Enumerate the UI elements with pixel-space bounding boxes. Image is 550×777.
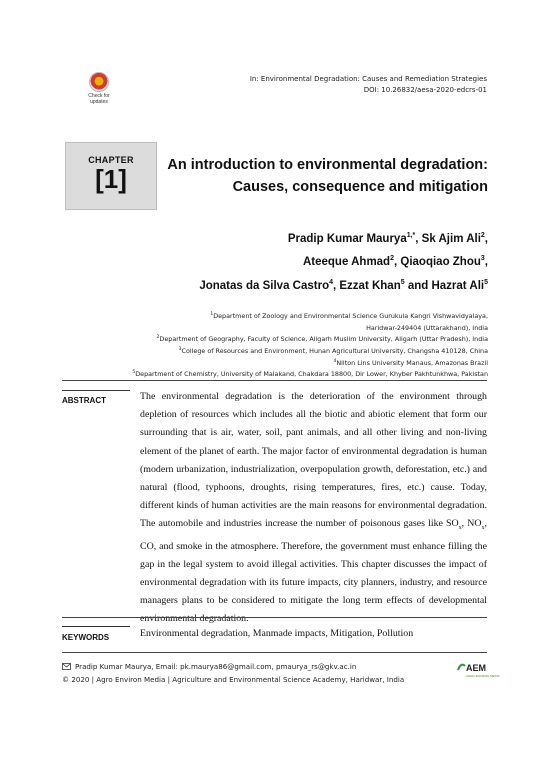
abstract-text: , CO, and smoke in the atmosphere. Therefore, the government must enhance filling the gap in the legal system to avoid illegal activities. This chapter discusses the impact of environmental degradation with its future impacts, city planners, industry, and resource managers plans to be considered to mitigate the long term effects of developmental environmental degradation. xyxy=(140,518,487,625)
affiliation-sup: 1 xyxy=(210,312,214,317)
subscript: x xyxy=(481,525,485,532)
title-line-1: An introduction to environmental degradation: xyxy=(167,157,488,173)
author-list xyxy=(199,226,488,296)
affiliation-text: Nilton Lins University Manaus, Amazonas Brazil xyxy=(336,358,488,367)
divider-bottom xyxy=(62,652,487,653)
header-info xyxy=(250,74,487,96)
email-line xyxy=(62,661,404,674)
affiliation-text: Department of Chemistry, University of Malakand, Chakdara 18800, Dir Lower, Khyber Pakhtunkhwa, Pakistan xyxy=(135,370,488,379)
affiliation xyxy=(132,368,488,380)
badge-label: Check for updates xyxy=(88,93,110,105)
affiliation-sup: 5 xyxy=(132,370,136,376)
author-name: , Ezzat Khan xyxy=(333,279,401,292)
affiliation xyxy=(132,333,488,345)
email-text[interactable]: Pradip Kumar Maurya, Email: pk.maurya86@gmail.com, pmaurya_rs@gkv.ac.in xyxy=(75,662,357,671)
chapter-label: CHAPTER xyxy=(88,155,134,165)
author-sup: 5 xyxy=(484,278,488,286)
authors-line-2 xyxy=(199,249,488,272)
abstract-text: The environmental degradation is the deterioration of the environment through depletion of resources which includes all the biotic and abiotic element that form our surrounding that is air, water, soil, pant animals, and all other living and non-living element of the planet of earth. The major factor of environmental degradation is human (modern urbanization, industrialization, overpopulation growth, deforestation, etc.) and natural (flood, typhoons, droughts, rising temperatures, fires, etc.) cause. Today, different kinds of human activities are the main reasons for environmental degradation. The automobile and industries increase the number of poisonous gases like SO xyxy=(140,391,487,530)
keywords-text: Environmental degradation, Manmade impacts, Mitigation, Pollution xyxy=(140,628,414,639)
affiliation-text: Haridwar-249404 (Uttarakhand), India xyxy=(366,323,488,332)
author-sep: , xyxy=(484,256,488,269)
aem-logo-text: AEM xyxy=(466,663,486,673)
affiliation-sup: 2 xyxy=(156,335,160,341)
affiliation-sup: 4 xyxy=(333,358,337,364)
affiliation xyxy=(132,357,488,369)
copyright-line: © 2020 | Agro Environ Media | Agriculture and Environmental Science Academy, Haridwar, India xyxy=(62,674,405,684)
authors-line-3 xyxy=(199,273,488,296)
author-name: and Hazrat Ali xyxy=(404,279,485,292)
chapter-title xyxy=(167,154,488,198)
author-name: , Qiaoqiao Zhou xyxy=(394,256,481,269)
affiliation-text: Department of Geography, Faculty of Science, Aligarh Muslim University, Aligarh (Uttar Pradesh), India xyxy=(159,335,488,344)
author-sup: 2 xyxy=(390,255,394,263)
author-sup: 1,* xyxy=(406,232,416,239)
affiliations xyxy=(132,310,488,380)
subscript: x xyxy=(458,525,462,532)
abstract-text: , NO xyxy=(461,518,482,530)
affiliation-text: Department of Zoology and Environmental Science Gurukula Kangri Vishwavidyalaya, xyxy=(213,312,488,321)
author-name: Jonatas da Silva Castro xyxy=(199,279,330,292)
check-updates-icon xyxy=(89,72,109,92)
aem-logo xyxy=(456,660,500,680)
title-line-2: Causes, consequence and mitigation xyxy=(232,179,488,195)
author-name: Ateeque Ahmad xyxy=(302,256,391,269)
authors-line-1 xyxy=(199,226,488,249)
chapter-box xyxy=(65,142,157,210)
footer xyxy=(62,661,404,686)
abstract-body xyxy=(140,388,487,629)
author-name: , Sk Ajim Ali xyxy=(415,232,481,245)
abstract-label-rule xyxy=(62,390,130,391)
doi-line: DOI: 10.26832/aesa-2020-edcrs-01 xyxy=(363,86,487,94)
author-sup: 4 xyxy=(329,278,333,286)
aem-logo-subtext: AGRO ENVIRON MEDIA xyxy=(466,674,500,678)
author-sup: 5 xyxy=(400,278,405,286)
mail-icon xyxy=(62,663,71,670)
affiliation-text: College of Resources and Environment, Hunan Agricultural University, Changsha 410128, China xyxy=(181,347,488,355)
author-sep: , xyxy=(484,232,488,245)
check-for-updates-badge[interactable] xyxy=(82,72,116,112)
divider-mid xyxy=(62,617,487,618)
chapter-number: [1] xyxy=(95,164,127,194)
affiliation xyxy=(132,310,488,322)
affiliation-sup: 3 xyxy=(178,346,182,352)
author-sup: 2 xyxy=(480,232,485,239)
affiliation xyxy=(132,322,488,334)
journal-line: In: Environmental Degradation: Causes and Remediation Strategies xyxy=(249,75,487,83)
author-name: Pradip Kumar Maurya xyxy=(287,232,407,245)
keywords-label: KEYWORDS xyxy=(62,633,110,642)
abstract-label: ABSTRACT xyxy=(62,396,106,405)
divider-top xyxy=(62,380,487,381)
aem-logo-icon xyxy=(456,660,500,680)
affiliation xyxy=(132,345,488,357)
author-sup: 3 xyxy=(480,255,485,263)
keywords-label-rule xyxy=(62,626,130,627)
